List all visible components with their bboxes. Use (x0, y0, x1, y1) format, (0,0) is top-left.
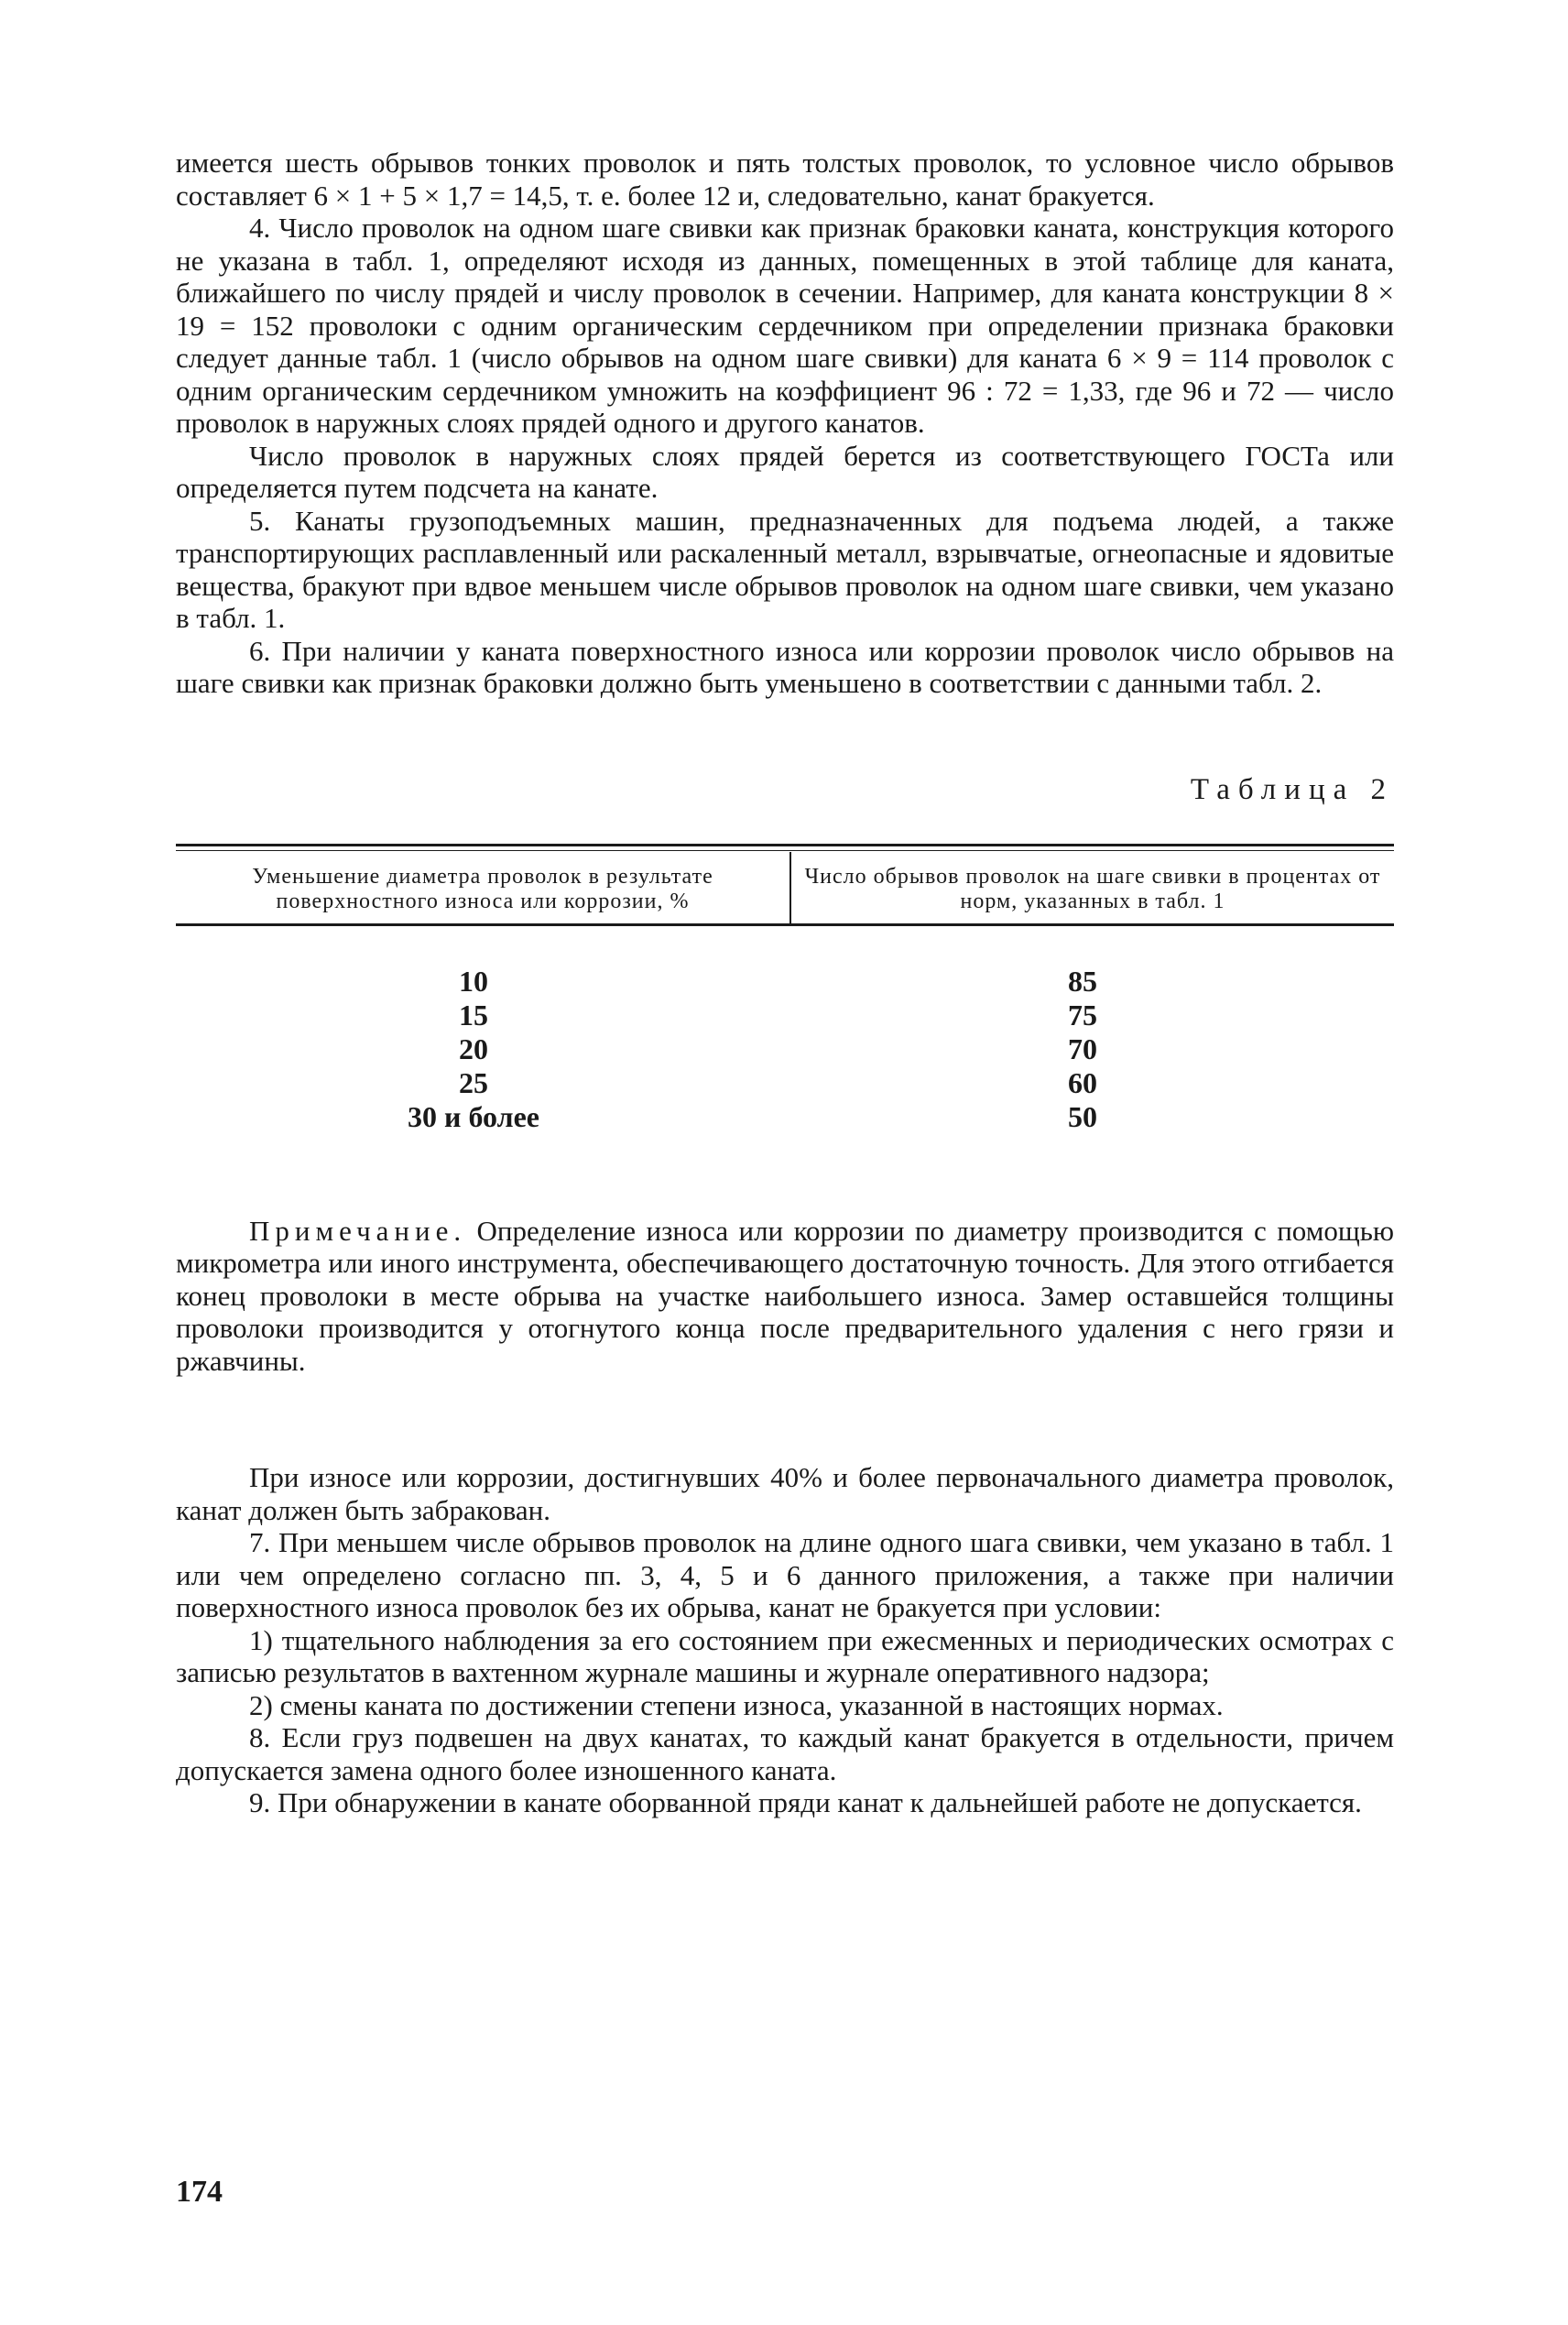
column-wear (176, 965, 771, 1134)
bottom-text (176, 1461, 1394, 1819)
paragraph: 9. При обнаружении в канате оборванной пряди канат к дальнейшей работе не допускается. (249, 1786, 1362, 1818)
cell-wear: 25 (459, 1065, 488, 1099)
paragraph: 8. Если груз подвешен на двух канатах, то каждый канат бракуется в отдельности, причем допускается замена одного более изношенного каната. (176, 1721, 1394, 1786)
note-label: Примечание. (249, 1214, 467, 1247)
cell-breaks: 50 (1068, 1099, 1097, 1133)
paragraph: 2) смены каната по достижении степени износа, указанной в настоящих нормах. (249, 1688, 1224, 1721)
header-breaks: Число обрывов проволок на шаге свивки в процентах от норм, указанных в табл. 1 (804, 864, 1381, 913)
table-body (176, 926, 1394, 1134)
cell-breaks: 60 (1068, 1065, 1097, 1099)
cell-wear: 15 (459, 998, 488, 1032)
paragraph: 6. При наличии у каната поверхностного износа или коррозии проволок число обрывов на шаге свивки как признак браковки должно быть уменьшено в соответствии с данными табл. 2. (176, 634, 1394, 699)
cell-wear: 30 и более (408, 1099, 539, 1133)
cell-wear: 10 (459, 964, 488, 998)
paragraph: При износе или коррозии, достигнувших 40% и более первоначального диаметра проволок, канат должен быть забракован. (176, 1461, 1394, 1526)
top-text (176, 147, 1394, 700)
header-wear: Уменьшение диаметра проволок в результате поверхностного износа или коррозии, % (176, 852, 791, 923)
paragraph: имеется шесть обрывов тонких проволок и пять толстых проволок, то условное число обрывов составляет 6 × 1 + 5 × 1,7 = 14,5, т. е. более 12 и, следовательно, канат бракуется. (176, 147, 1394, 212)
paragraph: Число проволок в наружных слоях прядей берется из соответствующего ГОСТа или определяется путем подсчета на канате. (176, 439, 1394, 504)
cell-breaks: 85 (1068, 964, 1097, 998)
paragraph: 7. При меньшем числе обрывов проволок на длине одного шага свивки, чем указано в табл. 1 или чем определено согласно пп. 3, 4, 5 и 6 данного приложения, а также при наличии поверхностного износа проволок без их обрыва, канат не бракуется при условии: (176, 1526, 1394, 1623)
page-content (176, 147, 1394, 1819)
paragraph: 4. Число проволок на одном шаге свивки как признак браковки каната, конструкция которого не указана в табл. 1, определяют исходя из данных, помещенных в этой таблице для каната, ближайшего по числу прядей и числу проволок в сечении. Например, для каната конструкции 8 × 19 = 152 проволоки с одним органическим сердечником при определении признака браковки следует данные табл. 1 (число обрывов на одном шаге свивки) для каната 6 × 9 = 114 проволок с одним органическим сердечником умножить на коэффициент 96 : 72 = 1,33, где 96 и 72 — число проволок в наружных слоях прядей одного и другого канатов. (176, 212, 1394, 439)
table-header (176, 844, 1394, 926)
page-number: 174 (176, 2175, 223, 2209)
table-caption: Таблица 2 (1190, 772, 1394, 806)
column-breaks (771, 965, 1394, 1134)
paragraph: 5. Канаты грузоподъемных машин, предназначенных для подъема людей, а также транспортирующих расплавленный или раскаленный металл, взрывчатые, огнеопасные и ядовитые вещества, бракуют при вдвое меньшем числе обрывов проволок на одном шаге свивки, чем указано в табл. 1. (176, 504, 1394, 634)
cell-wear: 20 (459, 1032, 488, 1065)
note (176, 1215, 1394, 1378)
cell-breaks: 75 (1068, 998, 1097, 1032)
paragraph: 1) тщательного наблюдения за его состоянием при ежесменных и периодических осмотрах с записью результатов в вахтенном журнале машины и журнале оперативного надзора; (176, 1623, 1394, 1688)
wear-table (176, 844, 1394, 1134)
cell-breaks: 70 (1068, 1032, 1097, 1065)
note-text: Определение износа или коррозии по диаметру производится с помощью микрометра или иного инструмента, обеспечивающего достаточную точность. Для этого отгибается конец проволоки в месте обрыва на участке наибольшего износа. Замер оставшейся толщины проволоки производится у отогнутого конца после предварительного удаления с него грязи и ржавчины. (176, 1214, 1394, 1377)
